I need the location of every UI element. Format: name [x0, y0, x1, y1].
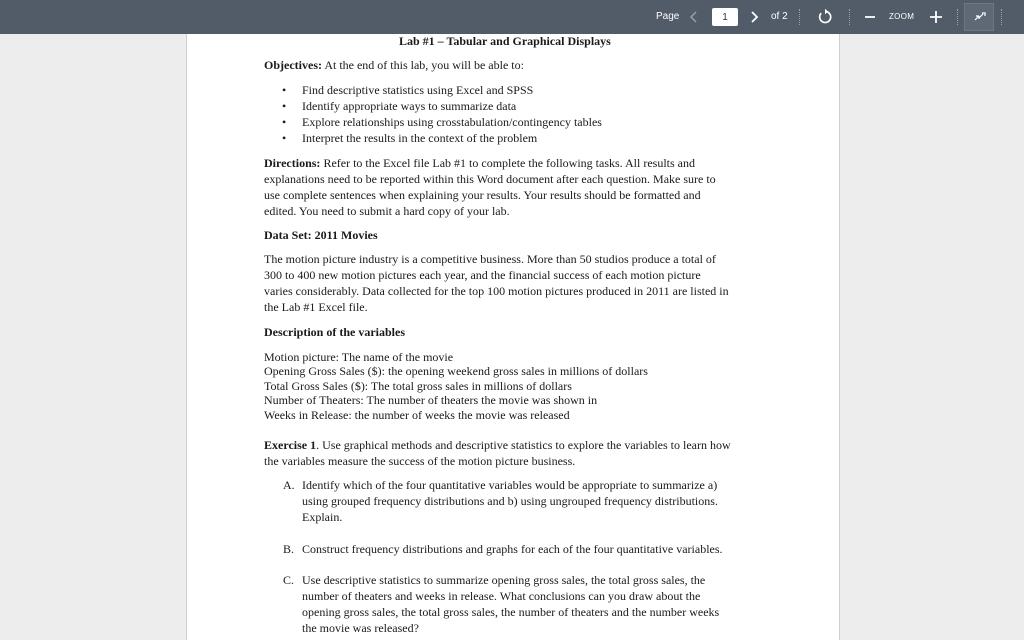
exercise-text: the variables measure the success of the motion picture business.: [264, 454, 576, 468]
item-text: Use descriptive statistics to summarize opening gross sales, the total gross sales, the: [302, 573, 706, 587]
item-label: B.: [283, 542, 295, 556]
document-page: [186, 34, 840, 640]
objectives-text: At the end of this lab, you will be able to:: [321, 58, 524, 72]
item-text: Explain.: [302, 510, 343, 524]
collapse-arrows-icon: [965, 4, 993, 30]
item-text: Identify which of the four quantitative variables would be appropriate to summarize a): [302, 478, 718, 492]
variable-line: Number of Theaters: The number of theaters the movie was shown in: [264, 393, 598, 407]
zoom-out-button[interactable]: [864, 8, 876, 26]
directions-text: use complete sentences when explaining your results. Your results should be formatted and: [264, 188, 701, 202]
bullet-item: Explore relationships using crosstabulation/contingency tables: [302, 115, 602, 129]
rotate-icon: [816, 8, 834, 26]
variable-line: Opening Gross Sales ($): the opening weekend gross sales in millions of dollars: [264, 364, 648, 378]
directions-line: [264, 155, 695, 171]
intro-text: The motion picture industry is a competitive business. More than 50 studios produce a total of: [264, 252, 716, 266]
minus-icon: [864, 8, 876, 26]
pdf-toolbar: [0, 0, 1024, 34]
item-text: opening gross sales, the total gross sales, the number of theaters and the number weeks: [302, 605, 720, 619]
page-label: Page: [656, 11, 680, 22]
item-label: A.: [283, 478, 295, 492]
exercise-label: Exercise 1: [264, 438, 317, 452]
bullet-dot: •: [282, 83, 287, 97]
bullet-item: Interpret the results in the context of the problem: [302, 131, 538, 145]
dataset-heading: Data Set: 2011 Movies: [264, 228, 378, 242]
plus-icon: [929, 8, 943, 26]
intro-text: 300 to 400 new motion pictures each year, and the financial success of each motion picture: [264, 268, 701, 282]
bullet-item: Find descriptive statistics using Excel and SPSS: [302, 83, 534, 97]
directions-text: explanations need to be reported within this Word document after each question. Make sure to: [264, 172, 716, 186]
bullet-dot: •: [282, 99, 287, 113]
exercise-text: . Use graphical methods and descriptive statistics to explore the variables to learn how: [316, 438, 731, 452]
directions-text: Refer to the Excel file Lab #1 to complete the following tasks. All results and: [320, 156, 696, 170]
variable-line: Total Gross Sales ($): The total gross sales in millions of dollars: [264, 379, 572, 393]
next-page-button[interactable]: [748, 8, 760, 26]
item-text: the movie was released?: [302, 621, 419, 635]
intro-text: varies considerably. Data collected for the top 100 motion pictures produced in 2011 are listed in: [264, 284, 729, 298]
objectives-line: [264, 57, 524, 73]
rotate-button[interactable]: [816, 8, 834, 26]
directions-text: edited. You need to submit a hard copy of your lab.: [264, 204, 510, 218]
item-text: number of theaters and weeks in release. What conclusions can you draw about the: [302, 589, 701, 603]
item-label: C.: [283, 573, 295, 587]
exercise-line: [264, 437, 731, 453]
chevron-left-icon: [688, 8, 700, 26]
objectives-label: Objectives:: [264, 58, 322, 72]
page-number-input[interactable]: [712, 8, 738, 26]
item-text: using grouped frequency distributions and b) using ungrouped frequency distributions.: [302, 494, 718, 508]
variable-line: Motion picture: The name of the movie: [264, 350, 454, 364]
variable-line: Weeks in Release: the number of weeks the movie was released: [264, 408, 570, 422]
bullet-item: Identify appropriate ways to summarize data: [302, 99, 517, 113]
chevron-right-icon: [748, 8, 760, 26]
collapse-button[interactable]: [964, 3, 994, 31]
zoom-label: ZOOM: [889, 12, 915, 21]
item-text: Construct frequency distributions and graphs for each of the four quantitative variables.: [302, 542, 723, 556]
intro-text: the Lab #1 Excel file.: [264, 300, 368, 314]
page-title: Lab #1 – Tabular and Graphical Displays: [399, 34, 611, 48]
previous-page-button[interactable]: [688, 8, 700, 26]
bullet-dot: •: [282, 131, 287, 145]
bullet-dot: •: [282, 115, 287, 129]
zoom-in-button[interactable]: [929, 8, 943, 26]
variables-heading: Description of the variables: [264, 325, 405, 339]
directions-label: Directions:: [264, 156, 321, 170]
page-total: of 2: [771, 11, 788, 22]
